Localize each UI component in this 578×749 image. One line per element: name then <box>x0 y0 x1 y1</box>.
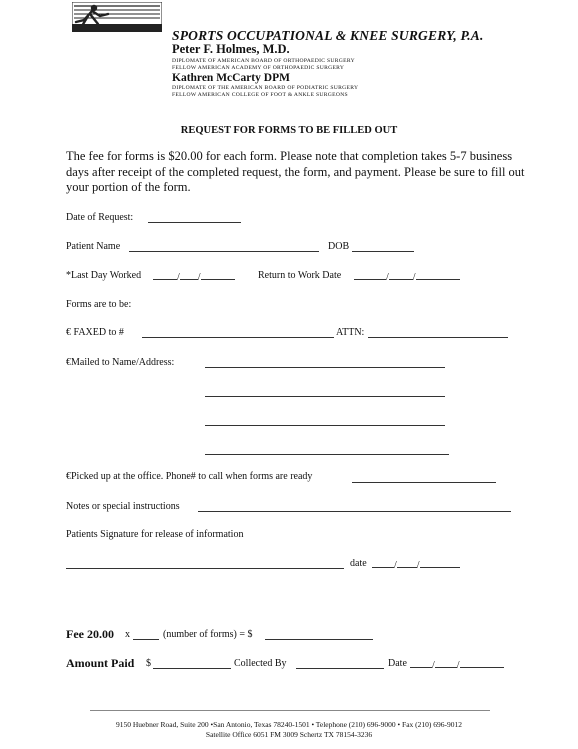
number-of-forms-label: (number of forms) = $ <box>163 629 253 640</box>
return-to-work-date[interactable]: / / <box>354 270 460 283</box>
fee-multiplier: x <box>125 629 130 640</box>
doctor1-credential-1: DIPLOMATE OF AMERICAN BOARD OF ORTHOPAEDIC SURGERY <box>172 58 355 64</box>
doctor2-name: Kathren McCarty DPM <box>172 72 290 84</box>
footer-address: 9150 Huebner Road, Suite 200 •San Antonio, Texas 78240-1501 • Telephone (210) 696-9000 • Fax (210) 696-9012 <box>115 720 463 729</box>
footer-satellite-office: Satellite Office 6051 FM 3009 Schertz TX 78154-3236 <box>205 730 373 739</box>
mailed-to-option[interactable]: €Mailed to Name/Address: <box>66 357 175 368</box>
date-of-request-line[interactable] <box>148 222 241 223</box>
phone-line[interactable] <box>352 482 496 483</box>
return-to-work-label: Return to Work Date <box>258 270 342 281</box>
signature-date-label: date <box>350 558 367 569</box>
payment-date-field[interactable]: / / <box>410 658 504 671</box>
address-line-4[interactable] <box>205 454 449 455</box>
address-line-1[interactable] <box>205 367 445 368</box>
attn-line[interactable] <box>368 337 508 338</box>
fee-label: Fee 20.00 <box>66 627 114 641</box>
address-line-3[interactable] <box>205 425 445 426</box>
number-of-forms-line[interactable] <box>133 639 159 640</box>
payment-date-label: Date <box>388 658 407 669</box>
collected-by-line[interactable] <box>296 668 384 669</box>
signature-label: Patients Signature for release of information <box>66 529 244 540</box>
footer-divider <box>90 710 490 711</box>
last-day-worked-label: *Last Day Worked <box>66 270 142 281</box>
attn-label: ATTN: <box>336 327 365 338</box>
amount-dollar-sign: $ <box>146 658 151 669</box>
amount-paid-label: Amount Paid <box>66 656 135 670</box>
doctor1-credential-2: FELLOW AMERICAN ACADEMY OF ORTHOPAEDIC SURGERY <box>172 65 345 71</box>
practice-name: SPORTS OCCUPATIONAL & KNEE SURGERY, P.A. <box>172 28 484 43</box>
signature-date-field[interactable]: / / <box>372 558 460 571</box>
dob-line[interactable] <box>352 251 414 252</box>
doctor1-name: Peter F. Holmes, M.D. <box>172 42 290 56</box>
fax-number-line[interactable] <box>142 337 334 338</box>
runner-logo-icon <box>72 2 162 32</box>
fee-total-line[interactable] <box>265 639 373 640</box>
address-line-2[interactable] <box>205 396 445 397</box>
dob-label: DOB <box>328 241 350 252</box>
amount-paid-line[interactable] <box>153 668 231 669</box>
form-title: REQUEST FOR FORMS TO BE FILLED OUT <box>180 125 398 136</box>
patient-name-line[interactable] <box>129 251 319 252</box>
doctor2-credential-1: DIPLOMATE OF THE AMERICAN BOARD OF PODIATRIC SURGERY <box>172 85 359 91</box>
notes-label: Notes or special instructions <box>66 501 180 512</box>
notes-line[interactable] <box>198 511 511 512</box>
collected-by-label: Collected By <box>234 658 287 669</box>
faxed-to-option[interactable]: € FAXED to # <box>66 327 124 338</box>
doctor2-credential-2: FELLOW AMERICAN COLLEGE OF FOOT & ANKLE SURGEONS <box>172 92 348 98</box>
fee-notice: The fee for forms is $20.00 for each form. Please note that completion takes 5-7 business days after receipt of the completed request, the form, and payment. Please be sure to fill out your portion of the form. <box>66 149 525 194</box>
picked-up-option[interactable]: €Picked up at the office. Phone# to call when forms are ready <box>66 471 313 482</box>
patient-name-label: Patient Name <box>66 241 121 252</box>
date-of-request-label: Date of Request: <box>66 212 134 223</box>
last-day-worked-date[interactable]: / / <box>153 270 235 283</box>
signature-line[interactable] <box>66 568 344 569</box>
forms-to-be-label: Forms are to be: <box>66 299 132 310</box>
